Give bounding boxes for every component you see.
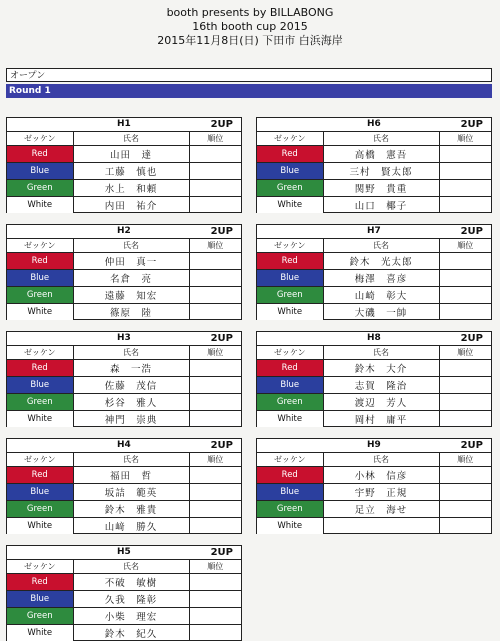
heat-table [257, 345, 491, 427]
bib-color-cell: White [257, 197, 323, 214]
heat-table-header [257, 239, 491, 253]
heat-title-row [7, 546, 241, 559]
bib-color-cell: Green [257, 180, 323, 197]
rank-cell[interactable] [189, 625, 241, 641]
bib-color-cell: Blue [7, 484, 73, 501]
rank-column-header: 順位 [189, 453, 241, 467]
rank-cell[interactable] [189, 518, 241, 535]
rider-name: 山﨑 勝久 [73, 518, 189, 535]
event-date-location: 2015年11月8日(日) 下田市 白浜海岸 [157, 34, 343, 47]
heat-format: 2UP [460, 440, 483, 451]
rank-cell[interactable] [439, 518, 491, 535]
heat-table [257, 452, 491, 534]
heat-table-header [257, 453, 491, 467]
heat-format: 2UP [210, 333, 233, 344]
rider-name: 鈴木 大介 [323, 360, 439, 377]
rank-cell[interactable] [189, 411, 241, 428]
rider-name: 久我 隆彰 [73, 591, 189, 608]
rank-cell[interactable] [189, 360, 241, 377]
rank-cell[interactable] [439, 180, 491, 197]
rider-name: 工藤 慎也 [73, 163, 189, 180]
heat-table-row [257, 394, 491, 411]
rider-name: 岡村 庸平 [323, 411, 439, 428]
bib-color-cell: White [7, 625, 73, 641]
heat-title-row [7, 439, 241, 452]
bib-column-header: ゼッケン [7, 453, 73, 467]
heat-table-row [7, 253, 241, 270]
rank-cell[interactable] [189, 591, 241, 608]
bib-color-cell: Blue [7, 377, 73, 394]
heat-table-row [7, 270, 241, 287]
bib-color-cell: Red [257, 146, 323, 163]
rank-column-header: 順位 [189, 560, 241, 574]
heat-format: 2UP [460, 119, 483, 130]
heat-table-header [257, 346, 491, 360]
round-bar: Round 1 [6, 84, 492, 98]
rider-name: 鈴木 雅貴 [73, 501, 189, 518]
heat-format: 2UP [460, 226, 483, 237]
rider-name: 佐藤 茂信 [73, 377, 189, 394]
rank-cell[interactable] [189, 484, 241, 501]
bib-color-cell: Blue [7, 591, 73, 608]
rider-name: 福田 哲 [73, 467, 189, 484]
heat-table [7, 559, 241, 641]
bib-color-cell: Blue [257, 163, 323, 180]
rider-name [323, 518, 439, 535]
heat-name: H1 [117, 119, 131, 129]
heat-table-row [257, 304, 491, 321]
bib-color-cell: Blue [257, 484, 323, 501]
rider-name: 名倉 亮 [73, 270, 189, 287]
heat-title-row [7, 118, 241, 131]
heat-title-row [257, 332, 491, 345]
rank-cell[interactable] [189, 377, 241, 394]
rank-cell[interactable] [439, 304, 491, 321]
heat-table-row [7, 625, 241, 641]
name-column-header: 氏名 [73, 132, 189, 146]
heat-table-row [7, 146, 241, 163]
heat-table [257, 131, 491, 213]
bib-color-cell: Green [257, 287, 323, 304]
bib-color-cell: White [7, 304, 73, 321]
heat-table [7, 238, 241, 320]
rider-name: 山崎 彰大 [323, 287, 439, 304]
bib-color-cell: White [7, 411, 73, 428]
name-column-header: 氏名 [73, 346, 189, 360]
heat-table-header [257, 132, 491, 146]
rank-cell[interactable] [439, 146, 491, 163]
rider-name: 渡辺 芳人 [323, 394, 439, 411]
rider-name: 鈴木 紀久 [73, 625, 189, 641]
rank-cell[interactable] [439, 484, 491, 501]
rank-cell[interactable] [439, 253, 491, 270]
heat-name: H8 [367, 333, 381, 343]
event-title: 16th booth cup 2015 [192, 20, 308, 33]
heat-box-h9 [256, 438, 492, 534]
heat-table-row [7, 484, 241, 501]
heat-name: H7 [367, 226, 381, 236]
heat-name: H6 [367, 119, 381, 129]
rank-cell[interactable] [189, 467, 241, 484]
heat-table-row [7, 287, 241, 304]
heat-table-row [7, 501, 241, 518]
heat-table-row [257, 411, 491, 428]
rank-cell[interactable] [439, 394, 491, 411]
rider-name: 梅澤 喜彦 [323, 270, 439, 287]
bib-color-cell: Red [7, 574, 73, 591]
rider-name: 水上 和頼 [73, 180, 189, 197]
bib-column-header: ゼッケン [7, 346, 73, 360]
name-column-header: 氏名 [323, 132, 439, 146]
heat-table-row [7, 591, 241, 608]
bib-color-cell: Green [257, 501, 323, 518]
heat-table [7, 131, 241, 213]
heat-table-row [7, 411, 241, 428]
rider-name: 仲田 真一 [73, 253, 189, 270]
bib-color-cell: White [7, 518, 73, 535]
rank-cell[interactable] [439, 163, 491, 180]
heat-box-h1 [6, 117, 242, 213]
heat-table-row [257, 197, 491, 214]
heat-table [7, 345, 241, 427]
heat-title-row [7, 225, 241, 238]
rider-name: 志賀 隆治 [323, 377, 439, 394]
bib-color-cell: Green [257, 394, 323, 411]
heat-table-row [257, 287, 491, 304]
bib-color-cell: Red [7, 360, 73, 377]
rank-cell[interactable] [189, 501, 241, 518]
rider-name: 三村 賢太郎 [323, 163, 439, 180]
heat-table-row [7, 574, 241, 591]
event-sponsor-line: booth presents by BILLABONG [166, 6, 334, 19]
bib-color-cell: Red [7, 467, 73, 484]
name-column-header: 氏名 [73, 560, 189, 574]
bib-color-cell: Red [7, 146, 73, 163]
heat-table-row [257, 484, 491, 501]
bib-color-cell: White [7, 197, 73, 214]
bib-color-cell: White [257, 304, 323, 321]
rank-cell[interactable] [189, 394, 241, 411]
heat-table-header [7, 346, 241, 360]
rank-column-header: 順位 [189, 239, 241, 253]
heat-table-row [7, 304, 241, 321]
rider-name: 遠藤 知宏 [73, 287, 189, 304]
name-column-header: 氏名 [323, 453, 439, 467]
heat-name: H9 [367, 440, 381, 450]
bib-color-cell: Blue [7, 163, 73, 180]
bib-color-cell: Red [257, 467, 323, 484]
rider-name: 宇野 正規 [323, 484, 439, 501]
heat-box-h8 [256, 331, 492, 427]
rider-name: 小林 信彦 [323, 467, 439, 484]
name-column-header: 氏名 [323, 239, 439, 253]
rank-cell[interactable] [439, 411, 491, 428]
heat-table-row [7, 394, 241, 411]
rider-name: 小柴 理宏 [73, 608, 189, 625]
heat-table-row [257, 501, 491, 518]
heat-box-h3 [6, 331, 242, 427]
bib-column-header: ゼッケン [7, 132, 73, 146]
rank-cell[interactable] [189, 180, 241, 197]
bib-column-header: ゼッケン [7, 560, 73, 574]
heat-box-h7 [256, 224, 492, 320]
rank-column-header: 順位 [189, 132, 241, 146]
rider-name: 杉谷 雅人 [73, 394, 189, 411]
heat-table-row [7, 518, 241, 535]
rank-cell[interactable] [189, 253, 241, 270]
rank-cell[interactable] [189, 287, 241, 304]
heat-table-row [257, 467, 491, 484]
rank-cell[interactable] [189, 146, 241, 163]
rider-name: 坂詰 範英 [73, 484, 189, 501]
heat-box-h4 [6, 438, 242, 534]
rider-name: 内田 祐介 [73, 197, 189, 214]
rank-cell[interactable] [189, 163, 241, 180]
bib-color-cell: Green [7, 608, 73, 625]
rider-name: 足立 海せ [323, 501, 439, 518]
rider-name: 鈴木 光太郎 [323, 253, 439, 270]
name-column-header: 氏名 [73, 453, 189, 467]
heat-table-header [7, 239, 241, 253]
bib-color-cell: Red [7, 253, 73, 270]
heat-table [257, 238, 491, 320]
rider-name: 山田 達 [73, 146, 189, 163]
category-bar: オープン [6, 68, 492, 82]
heat-format: 2UP [460, 333, 483, 344]
bib-column-header: ゼッケン [257, 132, 323, 146]
heat-table [7, 452, 241, 534]
rank-cell[interactable] [439, 501, 491, 518]
heat-format: 2UP [210, 547, 233, 558]
heat-table-row [7, 467, 241, 484]
heat-title-row [257, 118, 491, 131]
bib-color-cell: White [257, 518, 323, 535]
bib-column-header: ゼッケン [257, 453, 323, 467]
heat-table-row [257, 360, 491, 377]
rider-name: 森 一浩 [73, 360, 189, 377]
heat-format: 2UP [210, 226, 233, 237]
rank-column-header: 順位 [439, 132, 491, 146]
heat-table-row [7, 197, 241, 214]
heat-table-header [7, 132, 241, 146]
bib-color-cell: Green [7, 501, 73, 518]
heat-table-row [257, 163, 491, 180]
heat-table-row [257, 253, 491, 270]
rank-cell[interactable] [439, 467, 491, 484]
bib-color-cell: White [257, 411, 323, 428]
rank-cell[interactable] [439, 287, 491, 304]
bib-color-cell: Blue [257, 270, 323, 287]
bib-column-header: ゼッケン [257, 239, 323, 253]
heat-table-row [7, 163, 241, 180]
rider-name: 大磯 一帥 [323, 304, 439, 321]
rank-column-header: 順位 [439, 239, 491, 253]
rank-cell[interactable] [189, 608, 241, 625]
rank-column-header: 順位 [189, 346, 241, 360]
rank-cell[interactable] [189, 197, 241, 214]
heat-name: H5 [117, 547, 131, 557]
heat-format: 2UP [210, 440, 233, 451]
rank-column-header: 順位 [439, 346, 491, 360]
bib-color-cell: Red [257, 360, 323, 377]
rank-cell[interactable] [189, 304, 241, 321]
rank-cell[interactable] [439, 197, 491, 214]
heat-table-row [7, 180, 241, 197]
heat-table-row [257, 518, 491, 535]
heat-table-row [7, 608, 241, 625]
rider-name: 神門 崇典 [73, 411, 189, 428]
heat-table-row [257, 180, 491, 197]
heat-title-row [257, 225, 491, 238]
bib-color-cell: Blue [7, 270, 73, 287]
bib-color-cell: Red [257, 253, 323, 270]
name-column-header: 氏名 [73, 239, 189, 253]
heat-table-row [7, 360, 241, 377]
heat-box-h6 [256, 117, 492, 213]
heat-table-row [257, 146, 491, 163]
heat-table-row [257, 270, 491, 287]
heat-box-h2 [6, 224, 242, 320]
rider-name: 篠原 陸 [73, 304, 189, 321]
rank-cell[interactable] [439, 270, 491, 287]
heat-title-row [7, 332, 241, 345]
rank-cell[interactable] [189, 574, 241, 591]
bib-column-header: ゼッケン [257, 346, 323, 360]
heat-format: 2UP [210, 119, 233, 130]
bib-color-cell: Green [7, 180, 73, 197]
heat-table-row [257, 377, 491, 394]
heat-table-row [7, 377, 241, 394]
document-header [0, 6, 500, 48]
heat-title-row [257, 439, 491, 452]
rider-name: 関野 貴重 [323, 180, 439, 197]
bib-color-cell: Green [7, 287, 73, 304]
bib-column-header: ゼッケン [7, 239, 73, 253]
rider-name: 高橋 憲吾 [323, 146, 439, 163]
name-column-header: 氏名 [323, 346, 439, 360]
rank-cell[interactable] [189, 270, 241, 287]
heat-name: H3 [117, 333, 131, 343]
heat-table-header [7, 560, 241, 574]
heat-box-h5 [6, 545, 242, 641]
rank-cell[interactable] [439, 360, 491, 377]
rank-column-header: 順位 [439, 453, 491, 467]
heat-name: H2 [117, 226, 131, 236]
heat-name: H4 [117, 440, 131, 450]
rider-name: 山口 椰子 [323, 197, 439, 214]
rider-name: 不破 敏樹 [73, 574, 189, 591]
rank-cell[interactable] [439, 377, 491, 394]
bib-color-cell: Green [7, 394, 73, 411]
heat-table-header [7, 453, 241, 467]
bib-color-cell: Blue [257, 377, 323, 394]
